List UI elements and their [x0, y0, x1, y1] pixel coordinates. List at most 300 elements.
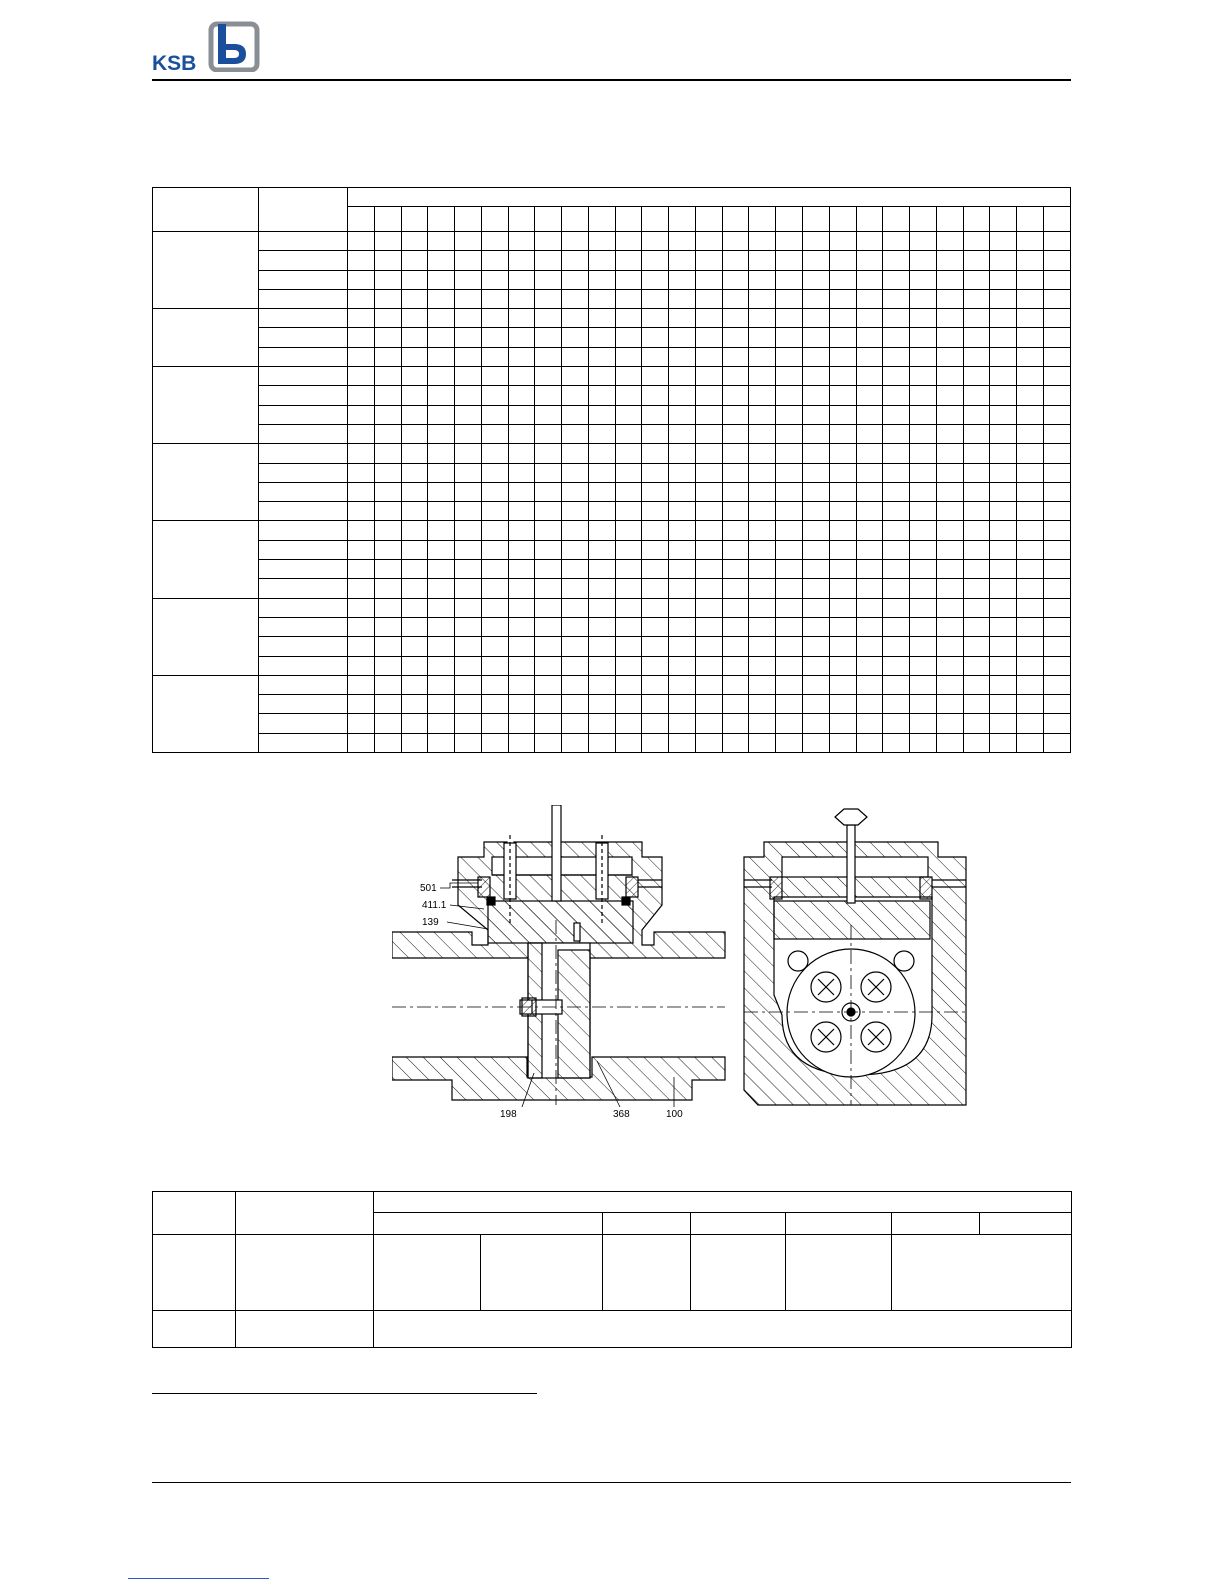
grid-cell [1043, 637, 1070, 656]
grid-cell [722, 695, 749, 714]
grid-cell [856, 579, 883, 598]
grid-cell [642, 502, 669, 521]
grid-cell [829, 598, 856, 617]
grid-cell [374, 444, 401, 463]
grid-row [153, 328, 1071, 347]
grid-cell [374, 714, 401, 733]
grid-cell [455, 540, 482, 559]
grid-cell [374, 289, 401, 308]
grid-cell [883, 598, 910, 617]
grid-cell [963, 309, 990, 328]
grid-subheader-cell [722, 207, 749, 232]
grid-label-cell [259, 617, 348, 636]
grid-cell [803, 328, 830, 347]
grid-cell [776, 579, 803, 598]
grid-cell [856, 328, 883, 347]
grid-cell [455, 521, 482, 540]
grid-cell [990, 540, 1017, 559]
grid-cell [455, 637, 482, 656]
grid-cell [348, 251, 375, 270]
grid-cell [695, 424, 722, 443]
grid-cell [455, 482, 482, 501]
grid-subheader-cell [776, 207, 803, 232]
grid-cell [749, 309, 776, 328]
grid-label-cell [259, 579, 348, 598]
grid-cell [374, 463, 401, 482]
grid-cell [669, 367, 696, 386]
grid-cell [562, 251, 589, 270]
grid-cell [642, 675, 669, 694]
grid-cell [615, 367, 642, 386]
grid-row [153, 502, 1071, 521]
grid-cell [374, 695, 401, 714]
grid-cell [803, 405, 830, 424]
grid-cell [535, 560, 562, 579]
grid-cell [348, 232, 375, 251]
grid-cell [374, 521, 401, 540]
grid-row [153, 598, 1071, 617]
grid-cell [963, 347, 990, 366]
grid-cell [1017, 463, 1044, 482]
grid-cell [348, 521, 375, 540]
grid-cell [829, 482, 856, 501]
label-501: 501 [420, 883, 437, 894]
grid-cell [401, 637, 428, 656]
grid-cell [588, 405, 615, 424]
grid-cell [936, 695, 963, 714]
grid-row [153, 637, 1071, 656]
grid-cell [910, 405, 937, 424]
right-section-view [744, 809, 966, 1105]
grid-cell [508, 463, 535, 482]
grid-cell [401, 617, 428, 636]
grid-cell [856, 270, 883, 289]
grid-cell [936, 540, 963, 559]
grid-cell [455, 405, 482, 424]
grid-cell [963, 695, 990, 714]
grid-cell [1017, 656, 1044, 675]
grid-cell [481, 309, 508, 328]
grid-cell [348, 598, 375, 617]
grid-cell [642, 540, 669, 559]
grid-cell [374, 309, 401, 328]
grid-cell [776, 463, 803, 482]
grid-cell [642, 232, 669, 251]
grid-cell [562, 386, 589, 405]
grid-cell [562, 617, 589, 636]
grid-cell [910, 444, 937, 463]
grid-subheader-cell [936, 207, 963, 232]
grid-cell [910, 367, 937, 386]
grid-cell [615, 386, 642, 405]
grid-cell [695, 675, 722, 694]
grid-cell [776, 232, 803, 251]
grid-cell [428, 347, 455, 366]
grid-cell [642, 270, 669, 289]
grid-cell [508, 444, 535, 463]
grid-cell [883, 251, 910, 270]
grid-cell [722, 232, 749, 251]
grid-label-cell [259, 714, 348, 733]
grid-cell [535, 386, 562, 405]
lower-subheader-cell [691, 1213, 786, 1235]
grid-group-cell [153, 444, 259, 521]
grid-cell [588, 695, 615, 714]
grid-cell [695, 656, 722, 675]
grid-cell [776, 328, 803, 347]
grid-cell [883, 637, 910, 656]
grid-cell [669, 347, 696, 366]
grid-cell [910, 386, 937, 405]
grid-cell [803, 656, 830, 675]
label-100: 100 [666, 1109, 683, 1120]
grid-cell [856, 405, 883, 424]
grid-cell [695, 309, 722, 328]
grid-subheader-cell [695, 207, 722, 232]
grid-cell [374, 232, 401, 251]
grid-cell [776, 405, 803, 424]
grid-cell [963, 540, 990, 559]
grid-cell [803, 309, 830, 328]
grid-cell [348, 270, 375, 289]
grid-cell [803, 637, 830, 656]
grid-cell [562, 367, 589, 386]
grid-cell [348, 482, 375, 501]
grid-cell [722, 270, 749, 289]
grid-cell [428, 540, 455, 559]
grid-row [153, 521, 1071, 540]
grid-cell [1017, 309, 1044, 328]
grid-cell [1017, 733, 1044, 752]
grid-cell [910, 617, 937, 636]
grid-cell [562, 656, 589, 675]
grid-cell [936, 424, 963, 443]
grid-cell [535, 270, 562, 289]
grid-label-cell [259, 598, 348, 617]
grid-cell [481, 656, 508, 675]
grid-cell [1017, 328, 1044, 347]
grid-cell [642, 424, 669, 443]
grid-cell [776, 656, 803, 675]
grid-cell [642, 444, 669, 463]
grid-cell [829, 289, 856, 308]
grid-cell [481, 733, 508, 752]
grid-cell [508, 695, 535, 714]
grid-cell [722, 560, 749, 579]
grid-cell [401, 367, 428, 386]
grid-cell [856, 251, 883, 270]
grid-cell [936, 598, 963, 617]
grid-cell [615, 540, 642, 559]
grid-cell [669, 656, 696, 675]
grid-cell [669, 251, 696, 270]
grid-cell [963, 560, 990, 579]
lower-subheader-cell [892, 1213, 980, 1235]
grid-cell [1043, 675, 1070, 694]
grid-cell [722, 733, 749, 752]
grid-row [153, 289, 1071, 308]
grid-cell [588, 424, 615, 443]
grid-cell [508, 405, 535, 424]
grid-cell [990, 675, 1017, 694]
grid-cell [508, 482, 535, 501]
grid-cell [829, 424, 856, 443]
grid-row [153, 617, 1071, 636]
grid-subheader-cell [1017, 207, 1044, 232]
grid-cell [455, 424, 482, 443]
grid-cell [642, 656, 669, 675]
grid-cell [829, 617, 856, 636]
valve-section-drawing [392, 805, 982, 1135]
grid-cell [856, 521, 883, 540]
grid-row [153, 463, 1071, 482]
logo-text: KSB [152, 52, 197, 75]
grid-cell [588, 251, 615, 270]
grid-cell [1017, 598, 1044, 617]
grid-cell [722, 367, 749, 386]
grid-cell [963, 251, 990, 270]
grid-cell [856, 637, 883, 656]
grid-cell [535, 347, 562, 366]
grid-row [153, 540, 1071, 559]
grid-cell [588, 463, 615, 482]
grid-cell [990, 405, 1017, 424]
link-underline[interactable] [128, 1578, 269, 1579]
grid-cell [428, 232, 455, 251]
grid-subheader-cell [749, 207, 776, 232]
grid-cell [803, 270, 830, 289]
grid-cell [615, 598, 642, 617]
grid-cell [829, 232, 856, 251]
grid-cell [615, 232, 642, 251]
lower-body-cell [892, 1235, 1072, 1311]
grid-subheader-cell [374, 207, 401, 232]
grid-cell [883, 579, 910, 598]
grid-cell [883, 347, 910, 366]
grid-row [153, 424, 1071, 443]
grid-cell [963, 289, 990, 308]
grid-cell [1043, 733, 1070, 752]
grid-cell [936, 617, 963, 636]
grid-cell [803, 367, 830, 386]
grid-cell [803, 733, 830, 752]
grid-cell [562, 540, 589, 559]
grid-cell [1043, 444, 1070, 463]
grid-subheader-cell [669, 207, 696, 232]
grid-cell [883, 328, 910, 347]
grid-cell [348, 502, 375, 521]
grid-subheader-cell [910, 207, 937, 232]
grid-cell [856, 386, 883, 405]
grid-cell [776, 637, 803, 656]
grid-cell [348, 675, 375, 694]
grid-cell [1043, 579, 1070, 598]
grid-cell [856, 232, 883, 251]
grid-cell [535, 617, 562, 636]
grid-cell [348, 695, 375, 714]
grid-group-cell [153, 598, 259, 675]
grid-cell [910, 637, 937, 656]
grid-cell [722, 656, 749, 675]
grid-subheader-cell [481, 207, 508, 232]
grid-cell [535, 309, 562, 328]
grid-cell [588, 482, 615, 501]
grid-cell [883, 714, 910, 733]
grid-subheader-cell [803, 207, 830, 232]
grid-cell [535, 424, 562, 443]
grid-cell [588, 579, 615, 598]
grid-cell [776, 598, 803, 617]
grid-cell [829, 733, 856, 752]
grid-cell [936, 637, 963, 656]
grid-cell [776, 675, 803, 694]
grid-cell [588, 617, 615, 636]
lower-grid-table [152, 1191, 1072, 1348]
grid-cell [1017, 560, 1044, 579]
grid-cell [1017, 617, 1044, 636]
grid-cell [829, 367, 856, 386]
grid-cell [669, 232, 696, 251]
grid-row [153, 579, 1071, 598]
grid-row [153, 675, 1071, 694]
grid-cell [588, 386, 615, 405]
grid-cell [749, 386, 776, 405]
grid-cell [1043, 328, 1070, 347]
grid-cell [963, 675, 990, 694]
grid-cell [883, 424, 910, 443]
grid-cell [695, 463, 722, 482]
grid-cell [562, 463, 589, 482]
grid-cell [481, 405, 508, 424]
grid-cell [910, 328, 937, 347]
grid-subheader-cell [883, 207, 910, 232]
grid-cell [1043, 502, 1070, 521]
grid-cell [428, 424, 455, 443]
grid-group-cell [153, 232, 259, 309]
grid-cell [856, 347, 883, 366]
grid-cell [963, 482, 990, 501]
grid-cell [776, 444, 803, 463]
grid-cell [722, 675, 749, 694]
grid-cell [348, 733, 375, 752]
grid-cell [562, 347, 589, 366]
grid-cell [990, 367, 1017, 386]
grid-cell [856, 695, 883, 714]
grid-cell [455, 232, 482, 251]
grid-cell [508, 617, 535, 636]
grid-cell [374, 424, 401, 443]
grid-cell [749, 598, 776, 617]
grid-row [153, 695, 1071, 714]
grid-cell [963, 232, 990, 251]
grid-cell [615, 405, 642, 424]
grid-cell [695, 540, 722, 559]
lower-body-cell [236, 1235, 374, 1311]
grid-cell [829, 463, 856, 482]
grid-cell [374, 560, 401, 579]
grid-cell [883, 232, 910, 251]
grid-cell [776, 714, 803, 733]
grid-cell [401, 444, 428, 463]
grid-cell [803, 289, 830, 308]
grid-cell [776, 617, 803, 636]
grid-label-cell [259, 328, 348, 347]
grid-cell [588, 502, 615, 521]
grid-cell [374, 637, 401, 656]
grid-cell [1017, 386, 1044, 405]
grid-subheader-cell [829, 207, 856, 232]
grid-label-cell [259, 675, 348, 694]
grid-cell [695, 579, 722, 598]
grid-cell [936, 579, 963, 598]
grid-cell [883, 502, 910, 521]
grid-cell [615, 289, 642, 308]
grid-cell [749, 579, 776, 598]
grid-cell [508, 328, 535, 347]
grid-cell [990, 617, 1017, 636]
grid-cell [481, 482, 508, 501]
grid-cell [856, 424, 883, 443]
grid-cell [562, 714, 589, 733]
grid-cell [910, 270, 937, 289]
grid-cell [455, 695, 482, 714]
grid-label-cell [259, 270, 348, 289]
grid-cell [776, 270, 803, 289]
grid-cell [856, 656, 883, 675]
grid-cell [562, 232, 589, 251]
grid-cell [1043, 540, 1070, 559]
grid-cell [428, 328, 455, 347]
grid-cell [535, 521, 562, 540]
grid-label-cell [259, 367, 348, 386]
grid-cell [535, 733, 562, 752]
grid-cell [722, 289, 749, 308]
grid-label-cell [259, 444, 348, 463]
grid-cell [722, 347, 749, 366]
grid-cell [455, 598, 482, 617]
grid-subheader-cell [990, 207, 1017, 232]
grid-cell [776, 289, 803, 308]
grid-cell [374, 270, 401, 289]
grid-cell [615, 675, 642, 694]
grid-cell [803, 232, 830, 251]
grid-cell [910, 598, 937, 617]
grid-cell [535, 502, 562, 521]
grid-cell [990, 521, 1017, 540]
grid-cell [642, 637, 669, 656]
grid-cell [856, 444, 883, 463]
grid-cell [883, 482, 910, 501]
grid-cell [776, 540, 803, 559]
grid-cell [803, 695, 830, 714]
grid-cell [695, 560, 722, 579]
grid-cell [803, 598, 830, 617]
grid-cell [562, 695, 589, 714]
grid-cell [588, 714, 615, 733]
grid-cell [749, 289, 776, 308]
grid-cell [803, 521, 830, 540]
grid-cell [588, 521, 615, 540]
lower-subheader-cell [374, 1213, 603, 1235]
footnote-rule [152, 1393, 537, 1394]
grid-cell [481, 424, 508, 443]
grid-cell [508, 347, 535, 366]
grid-cell [588, 328, 615, 347]
grid-cell [990, 598, 1017, 617]
grid-cell [401, 424, 428, 443]
grid-cell [883, 733, 910, 752]
grid-cell [588, 540, 615, 559]
